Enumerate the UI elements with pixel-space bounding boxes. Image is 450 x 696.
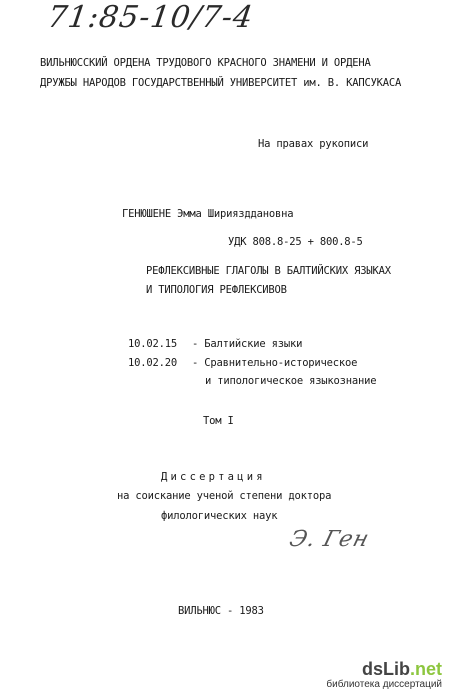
rights-note: На правах рукописи [258,138,369,150]
title-line-1: РЕФЛЕКСИВНЫЕ ГЛАГОЛЫ В БАЛТИЙСКИХ ЯЗЫКАХ [146,265,391,277]
footer-tagline: библиотека диссертаций [326,679,442,690]
logo-text-a: dsLib [361,659,410,679]
dslib-logo [326,660,442,678]
logo-text-b: .net [409,659,442,679]
title-line-2: И ТИПОЛОГИЯ РЕФЛЕКСИВОВ [146,284,287,296]
specialty-code-1: 10.02.15 [128,338,177,350]
author-name: ГЕНЮШЕНЕ Эмма Шириязддановна [122,208,294,220]
handwritten-signature: Э. Ген [286,527,373,552]
degree-line-2: филологических наук [161,510,278,522]
specialty-name-2: - Сравнительно-историческое [192,357,358,369]
specialty-name-2-cont: и типологическое языкознание [205,375,377,387]
footer-watermark [326,660,442,690]
header-line-2: ДРУЖБЫ НАРОДОВ ГОСУДАРСТВЕННЫЙ УНИВЕРСИТЕТ им. В. КАПСУКАСА [40,77,402,89]
volume-label: Том I [203,415,234,427]
specialty-name-1: - Балтийские языки [192,338,303,350]
place-year: ВИЛЬНЮС - 1983 [178,605,264,617]
archive-stamp: 71:85-10/7-4 [45,0,256,35]
dissertation-heading: Диссертация [161,471,266,483]
specialty-code-2: 10.02.20 [128,357,177,369]
udk-code: УДК 808.8-25 + 800.8-5 [228,236,363,248]
header-line-1: ВИЛЬНЮССКИЙ ОРДЕНА ТРУДОВОГО КРАСНОГО ЗНАМЕНИ И ОРДЕНА [40,57,371,69]
degree-line-1: на соискание ученой степени доктора [117,490,332,502]
